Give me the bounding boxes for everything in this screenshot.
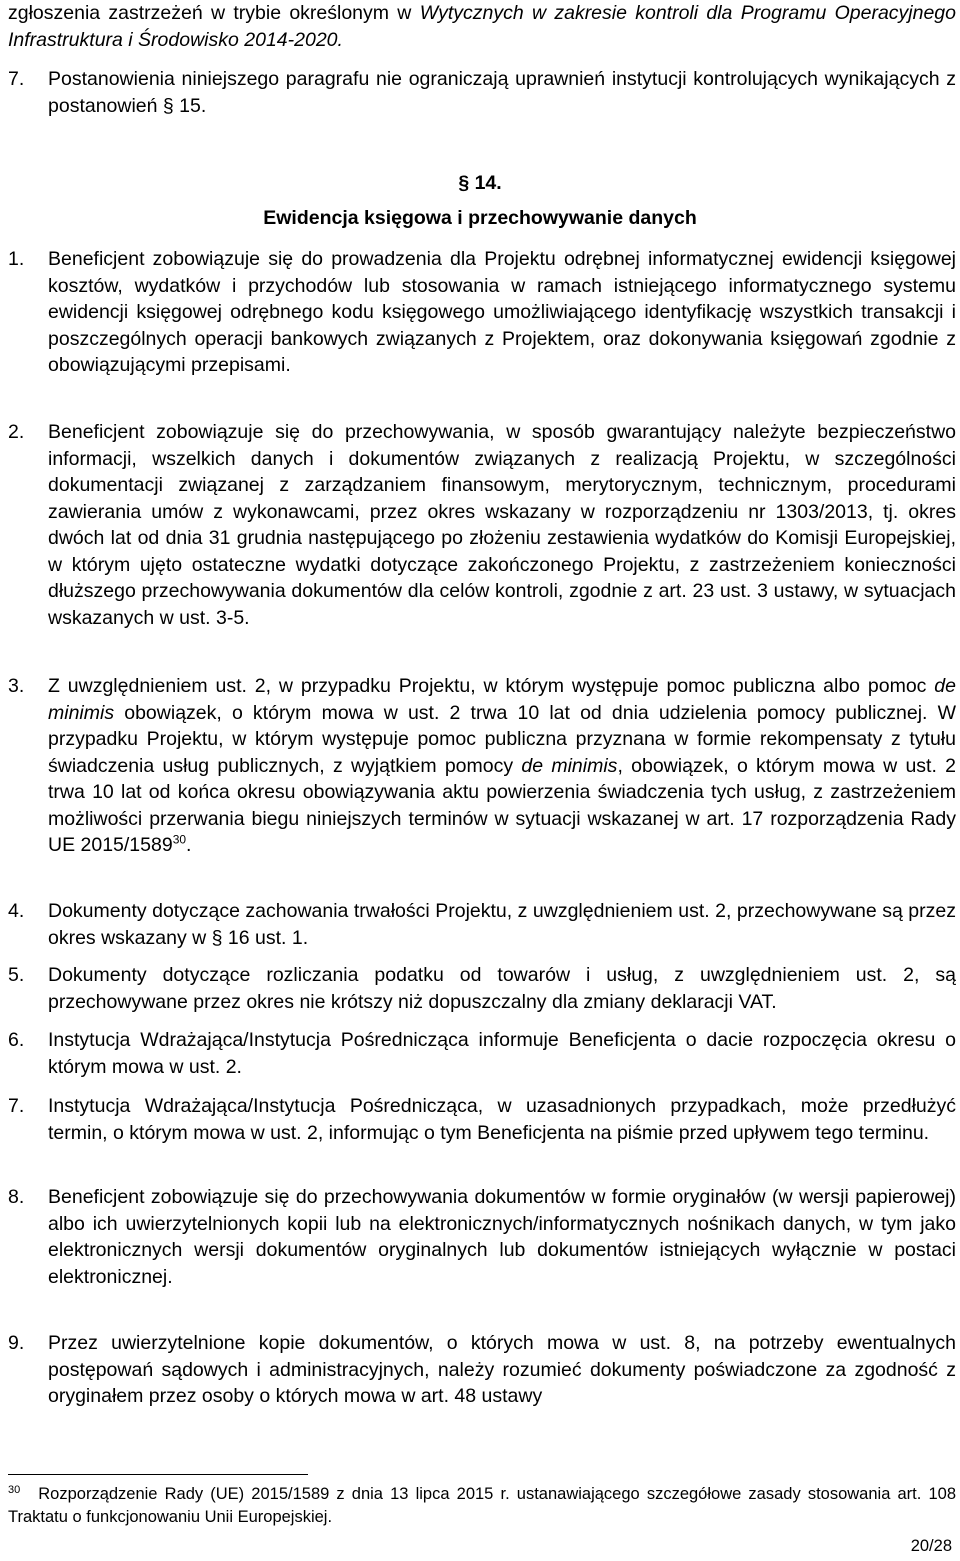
page-number: 20/28 xyxy=(910,1537,952,1555)
footnote-divider xyxy=(8,1474,308,1475)
item-text: Dokumenty dotyczące rozliczania podatku od towarów i usług, z uwzględnieniem ust. 2, są przechowywane przez okres nie krótszy niż dopuszczalny dla zmiany deklaracji VAT. xyxy=(48,964,956,1013)
list-item xyxy=(8,419,956,631)
item-number: 6. xyxy=(8,1029,25,1051)
item-number: 9. xyxy=(8,1332,25,1354)
section-number: § 14. xyxy=(458,172,502,194)
item-text: Beneficjent zobowiązuje się do prowadzenia dla Projektu odrębnej informatycznej ewidencji księgowej kosztów, wydatków i przychodów lub stosowania w ramach istniejącego informatycznego systemu ewidencji księgowej odrębnego kodu księgowego umożliwiającego identyfikację wszystkich transakcji i poszczególnych operacji bankowych związanych z Projektem, oraz dokonywania księgowań zgodnie z obowiązującymi przepisami. xyxy=(48,248,956,376)
item-number: 3. xyxy=(8,675,25,697)
continued-paragraph xyxy=(8,0,956,53)
item-text: Postanowienia niniejszego paragrafu nie ograniczają uprawnień instytucji kontrolujących wynikających z postanowień § 15. xyxy=(48,68,956,117)
item-text: Beneficjent zobowiązuje się do przechowywania dokumentów w formie oryginałów (w wersji papierowej) albo ich uwierzytelnionych kopii lub na elektronicznych/informatycznych nośnikach danych, w tym jako elektronicznych wersji dokumentów oryginalnych lub dokumentów istniejących wyłącznie w postaci elektronicznej. xyxy=(48,1186,956,1288)
item-text: Dokumenty dotyczące zachowania trwałości Projektu, z uwzględnieniem ust. 2, przechowywane są przez okres wskazany w § 16 ust. 1. xyxy=(48,900,956,949)
footnote-number: 30 xyxy=(8,1483,21,1496)
footnote-text: Rozporządzenie Rady (UE) 2015/1589 z dnia 13 lipca 2015 r. ustanawiającego szczegółowe zasady stosowania art. 108 Traktatu o funkcjonowaniu Unii Europejskiej. xyxy=(8,1485,956,1526)
continued-text: zgłoszenia zastrzeżeń w trybie określonym w xyxy=(8,2,420,24)
list-item xyxy=(8,962,956,1015)
footnote-ref: 30 xyxy=(172,832,187,847)
prev-item-7 xyxy=(8,66,956,119)
item-number: 2. xyxy=(8,421,25,443)
item-number: 7. xyxy=(8,68,25,90)
item-text: Z uwzględnieniem ust. 2, w przypadku Projektu, w którym występuje pomoc publiczna albo pomoc de minimis obowiązek, o którym mowa w ust. 2 trwa 10 lat od dnia udzielenia pomocy publicznej. W przypadku Projektu, w którym występuje pomoc publiczna przyznana w formie rekompensaty z tytułu świadczenia usług publicznych, z wyjątkiem pomocy de minimis, obowiązek, o którym mowa w ust. 2 trwa 10 lat od końca okresu obowiązywania aktu powierzenia świadczenia tych usług, z zastrzeżeniem możliwości przerwania biegu niniejszych terminów w sytuacji wskazanej w art. 17 rozporządzenia Rady UE 2015/1589$^{30}$. xyxy=(48,675,957,856)
list-item xyxy=(8,898,956,951)
item-number: 5. xyxy=(8,964,25,986)
section-title: Ewidencja księgowa i przechowywanie danych xyxy=(263,207,697,229)
item-number: 7. xyxy=(8,1095,25,1117)
list-item xyxy=(8,1027,956,1080)
item-number: 1. xyxy=(8,248,25,270)
item-number: 8. xyxy=(8,1186,25,1208)
item-text: Przez uwierzytelnione kopie dokumentów, o których mowa w ust. 8, na potrzeby ewentualnych postępowań sądowych i administracyjnych, należy rozumieć dokumenty poświadczone za zgodność z oryginałem przez osoby o których mowa w art. 48 ustawy xyxy=(48,1332,956,1407)
item-text: Instytucja Wdrażająca/Instytucja Pośrednicząca informuje Beneficjenta o dacie rozpoczęcia okresu o którym mowa w ust. 2. xyxy=(48,1029,956,1078)
guidelines-title: Wytycznych w zakresie kontroli dla Programu Operacyjnego Infrastruktura i Środowisko 2014-2020. xyxy=(8,2,956,51)
list-item xyxy=(8,673,956,859)
list-item xyxy=(8,1330,956,1410)
list-item xyxy=(8,1184,956,1290)
item-number: 4. xyxy=(8,900,25,922)
footnote xyxy=(8,1483,956,1529)
item-text: Instytucja Wdrażająca/Instytucja Pośrednicząca, w uzasadnionych przypadkach, może przedłużyć termin, o którym mowa w ust. 2, informując o tym Beneficjenta na piśmie przed upływem tego terminu. xyxy=(48,1095,956,1144)
list-item xyxy=(8,1093,956,1146)
list-item xyxy=(8,246,956,379)
item-text: Beneficjent zobowiązuje się do przechowywania, w sposób gwarantujący należyte bezpieczeństwo informacji, wszelkich danych i dokumentów związanych z realizacją Projektu, w szczególności dokumentacji związanej z zarządzaniem finansowym, merytorycznym, technicznym, procedurami zawierania umów z wykonawcami, przez okres wskazany w rozporządzeniu nr 1303/2013, tj. okres dwóch lat od dnia 31 grudnia następującego po złożeniu zestawienia wydatków do Komisji Europejskiej, w którym ujęto ostateczne wydatki dotyczące zakończonego Projektu, z zastrzeżeniem konieczności dłuższego przechowywania dokumentów dla celów kontroli, zgodnie z art. 23 ust. 3 ustawy, w sytuacjach wskazanych w ust. 3-5. xyxy=(48,421,956,629)
